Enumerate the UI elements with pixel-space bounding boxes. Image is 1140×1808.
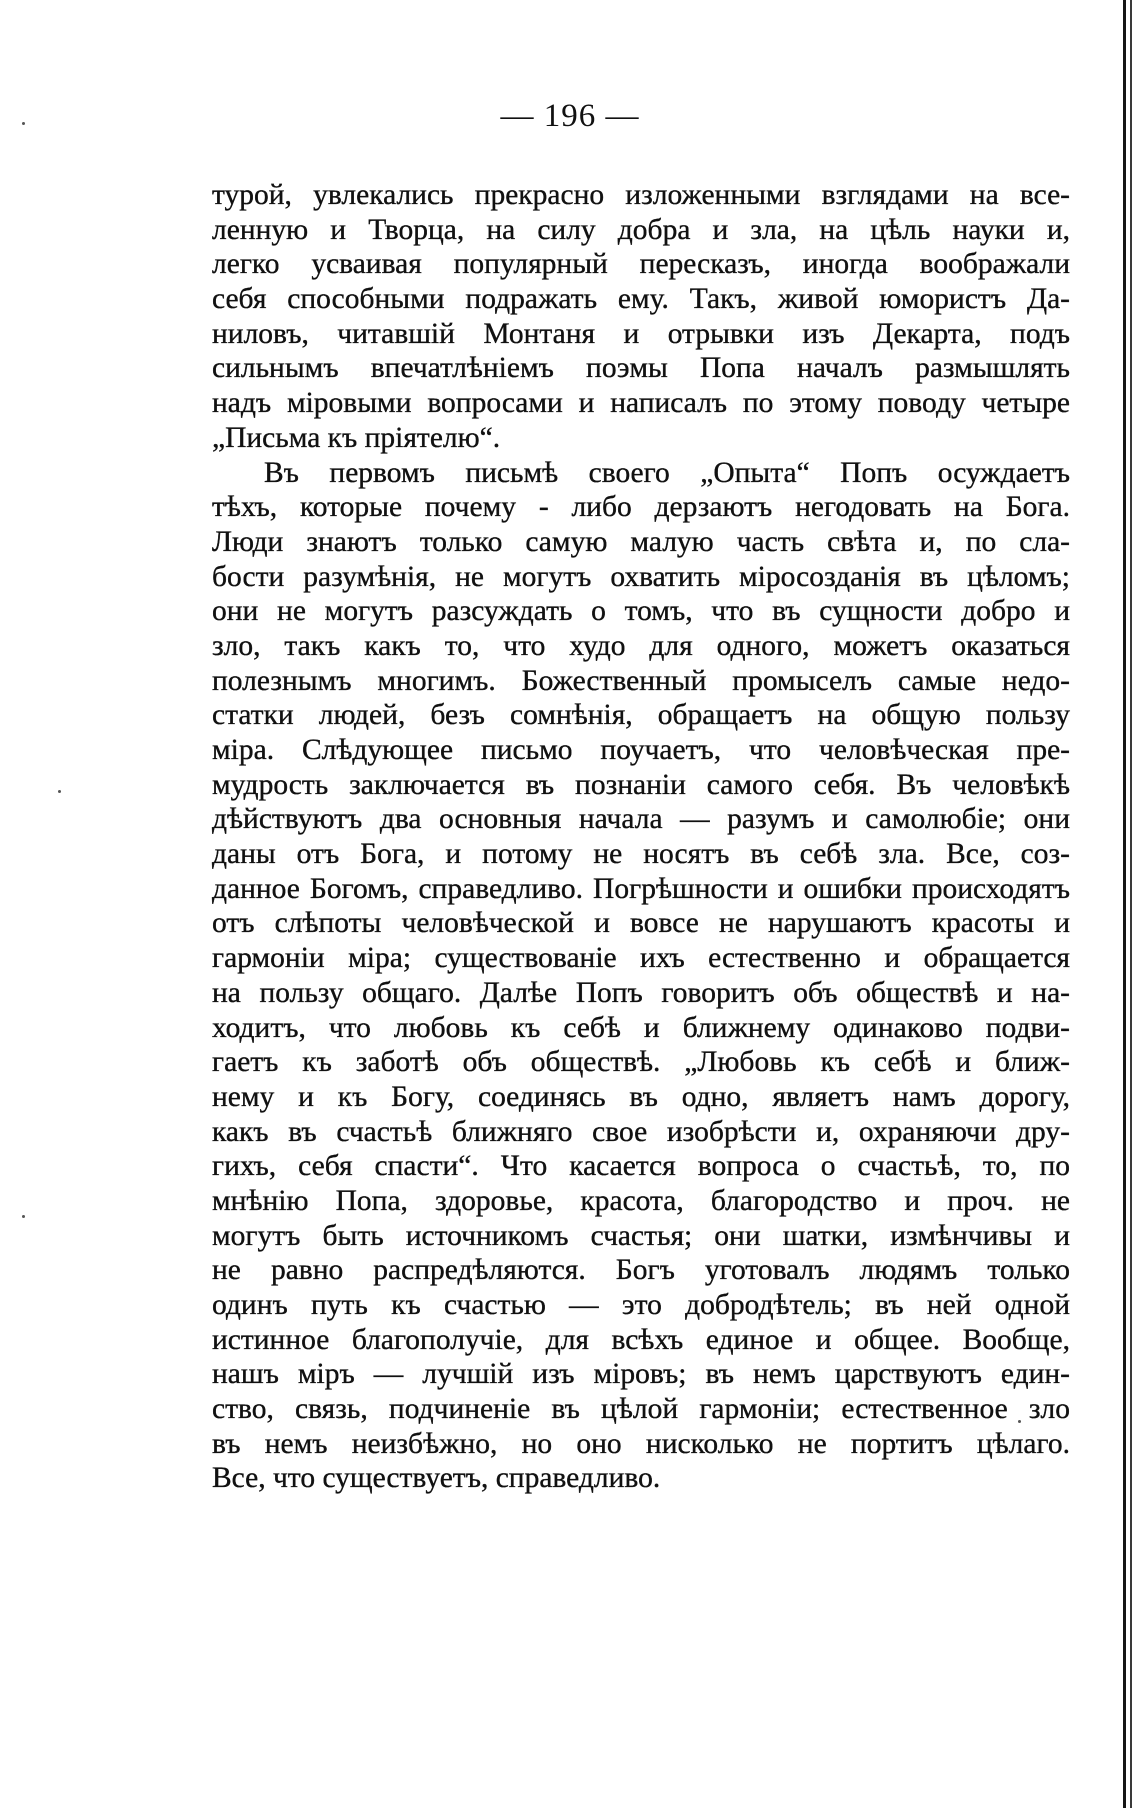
- text-line: могутъ быть источникомъ счастья; они шатки, измѣнчивы и: [212, 1219, 1070, 1252]
- text-line: Люди знаютъ только самую малую часть свѣта и, по сла-: [212, 525, 1070, 558]
- text-line: Все, что существуетъ, справедливо.: [212, 1462, 661, 1495]
- text-line: ниловъ, читавшій Монтаня и отрывки изъ Декарта, подъ: [212, 317, 1070, 350]
- text-line: надъ міровыми вопросами и написалъ по этому поводу четыре: [212, 387, 1070, 420]
- text-line: ленную и Творца, на силу добра и зла, на цѣль науки и,: [212, 213, 1070, 246]
- text-line: гихъ, себя спасти“. Что касается вопроса о счастьѣ, то, по: [212, 1150, 1070, 1183]
- text-line: одинъ путь къ счастью — это добродѣтель; въ ней одной: [212, 1289, 1070, 1321]
- text-line: себя способными подражать ему. Такъ, живой юмористъ Да-: [212, 283, 1070, 316]
- text-line: „Письма къ пріятелю“.: [212, 421, 501, 454]
- scan-speck: [22, 1215, 25, 1218]
- text-line: данное Богомъ, справедливо. Погрѣшности и ошибки происходятъ: [212, 872, 1070, 905]
- text-line: нашъ міръ — лучшій изъ міровъ; въ немъ царствуютъ един-: [212, 1358, 1070, 1391]
- text-line: какъ въ счастьѣ ближняго свое изобрѣсти и, охраняючи дру-: [212, 1115, 1070, 1148]
- text-line: истинное благополучіе, для всѣхъ единое и общее. Вообще,: [212, 1323, 1070, 1356]
- text-line: мнѣнію Попа, здоровье, красота, благородство и проч. не: [212, 1184, 1070, 1217]
- text-line: тѣхъ, которые почему - либо дерзаютъ негодовать на Бога.: [212, 491, 1070, 524]
- text-line: ходитъ, что любовь къ себѣ и ближнему одинаково подви-: [212, 1011, 1070, 1044]
- text-line: сильнымъ впечатлѣніемъ поэмы Попа началъ размышлять: [212, 352, 1070, 385]
- text-line: на пользу общаго. Далѣе Попъ говоритъ объ обществѣ и на-: [212, 976, 1070, 1009]
- text-line: въ немъ неизбѣжно, но оно нисколько не портитъ цѣлаго.: [212, 1427, 1070, 1460]
- page-number: — 196 —: [500, 98, 640, 134]
- text-line: статки людей, безъ сомнѣнія, обращаетъ на общую пользу: [212, 699, 1070, 732]
- text-line: гаетъ къ заботѣ объ обществѣ. „Любовь къ себѣ и ближ-: [212, 1046, 1070, 1079]
- text-line: бости разумѣнія, не могутъ охватить міросозданія въ цѣломъ;: [212, 560, 1070, 593]
- text-line: гармоніи міра; существованіе ихъ естественно и обращается: [212, 942, 1070, 975]
- text-line: отъ слѣпоты человѣческой и вовсе не нарушаютъ красоты и: [212, 907, 1070, 940]
- text-line: легко усваивая популярный пересказъ, иногда воображали: [212, 248, 1070, 281]
- text-line: ство, связь, подчиненіе въ цѣлой гармоніи; естественное зло: [212, 1393, 1070, 1426]
- page-edge-rule-inner: [1130, 0, 1132, 1808]
- text-line: турой, увлекались прекрасно изложенными взглядами на все-: [212, 179, 1070, 211]
- text-line: не равно распредѣляются. Богъ уготовалъ людямъ только: [212, 1254, 1070, 1287]
- text-line: полезнымъ многимъ. Божественный промыселъ самые недо-: [212, 664, 1070, 697]
- text-line: они не могутъ разсуждать о томъ, что въ сущности добро и: [212, 595, 1070, 628]
- text-line: міра. Слѣдующее письмо поучаетъ, что человѣческая пре-: [212, 734, 1070, 766]
- page-edge-rule: [1123, 0, 1126, 1808]
- body-text: [212, 178, 1070, 1496]
- text-line: дѣйствуютъ два основныя начала — разумъ и самолюбіе; они: [212, 803, 1070, 836]
- text-line: нему и къ Богу, соединясь въ одно, являетъ намъ дорогу,: [212, 1080, 1070, 1113]
- scan-speck: [58, 790, 61, 793]
- text-line: мудрость заключается въ познаніи самого себя. Въ человѣкѣ: [212, 768, 1070, 801]
- text-line: зло, такъ какъ то, что худо для одного, можетъ оказаться: [212, 629, 1070, 662]
- paragraph-start-line: Въ первомъ письмѣ своего „Опыта“ Попъ осуждаетъ: [264, 456, 1070, 489]
- text-line: даны отъ Бога, и потому не носятъ въ себѣ зла. Все, соз-: [212, 838, 1070, 871]
